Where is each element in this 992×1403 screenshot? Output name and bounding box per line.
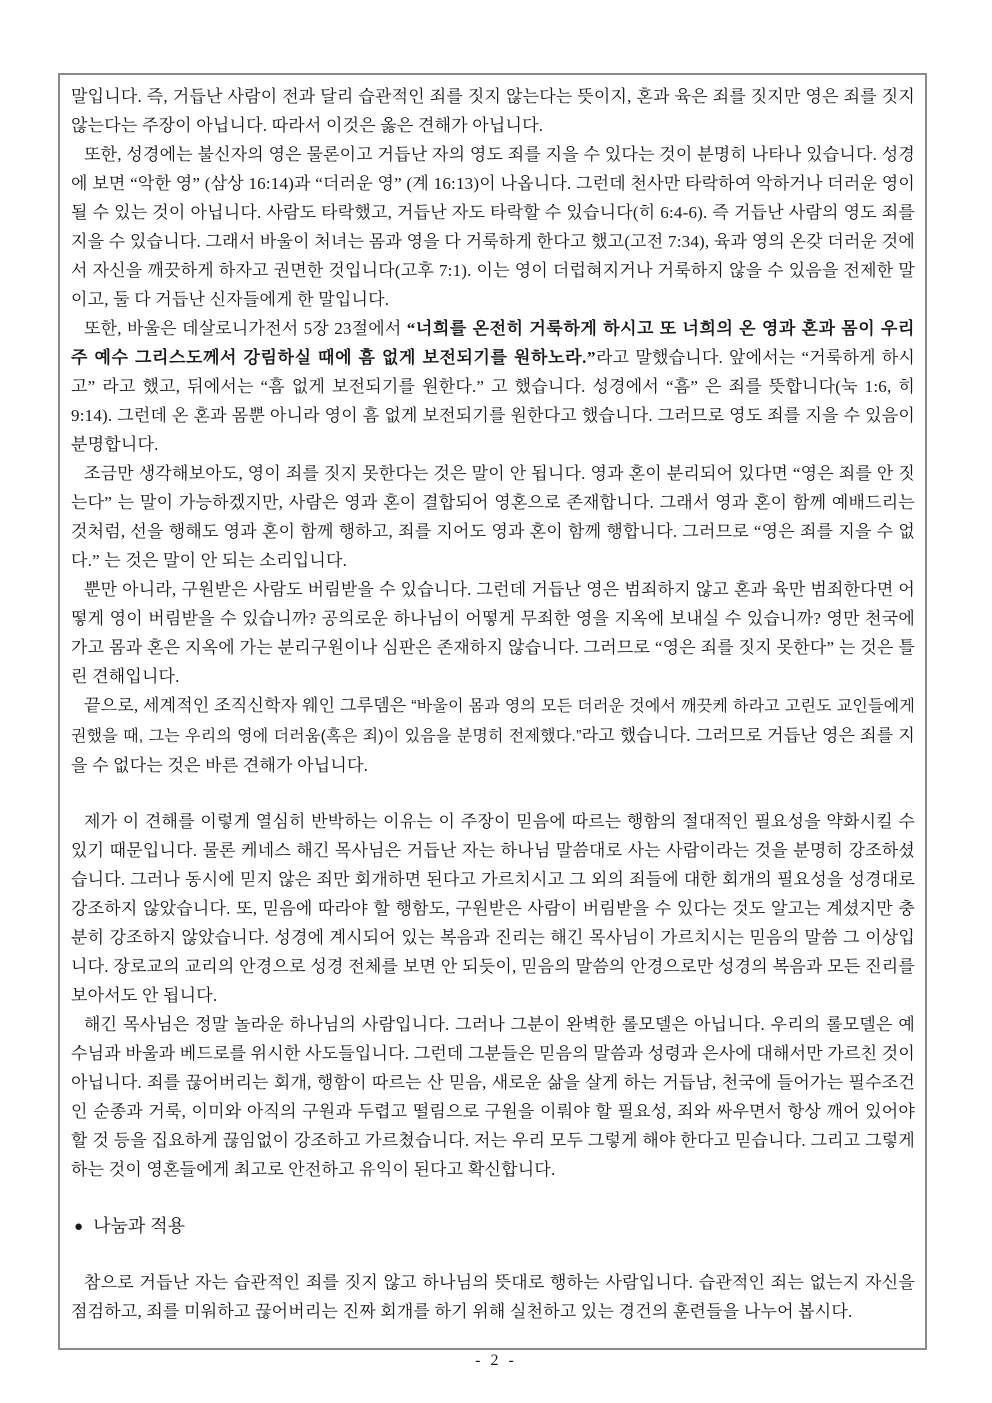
bullet-icon: ● [74, 1218, 84, 1235]
body-text: 라고 말했습니다. 앞에서는 “거룩하게 하시고” 라고 했고, 뒤에서는 “흠 없게 보전되기를 원한다.” 고 했습니다. 성경에서 “흠” 은 죄를 뜻합니다(눅 1:6, 히 9:14). 그런데 온 혼과 몸뿐 아니라 영이 흠 없게 보전되기를 원한다고 했습니다. 그러므로 영도 죄를 지을 수 있음이 분명합니다. [71, 348, 915, 454]
body-text: 끝으로, 세계적인 조직신학자 웨인 그루뎀은 [84, 696, 412, 715]
body-text: 해긴 목사님은 정말 놀라운 하나님의 사람입니다. 그러나 그분이 완벽한 롤모델은 아닙니다. 우리의 롤모델은 예수님과 바울과 베드로를 위시한 사도들입니다. 그런데 그분들은 믿음의 말씀과 성령과 은사에 대해서만 가르친 것이 아닙니다. 죄를 끊어버리는 회개, 행함이 따르는 산 믿음, 새로운 삶을 살게 하는 거듭남, 천국에 들어가는 필수조건인 순종과 거룩, 이미와 아직의 구원과 두렵고 떨림으로 구원을 이뤄야 할 필요성, 죄와 싸우면서 항상 깨어 있어야 할 것 등을 집요하게 끊임없이 강조하고 가르쳤습니다. 저는 우리 모두 그렇게 해야 한다고 믿습니다. 그리고 그렇게 하는 것이 영혼들에게 최고로 안전하고 유익이 된다고 확신합니다. [71, 1015, 915, 1179]
body-text: 뿐만 아니라, 구원받은 사람도 버림받을 수 있습니다. 그런데 거듭난 영은 범죄하지 않고 혼과 육만 범죄한다면 어떻게 영이 버림받을 수 있습니까? 공의로운 하나님이 어떻게 무죄한 영을 지옥에 보내실 수 있습니까? 영만 천국에 가고 몸과 혼은 지옥에 가는 분리구원이나 심판은 존재하지 않습니다. 그러므로 “영은 죄를 짓지 못한다” 는 것은 틀린 견해입니다. [71, 580, 915, 686]
paragraph [71, 314, 915, 459]
paragraph [71, 575, 915, 691]
document-border [58, 73, 927, 1350]
document-body [71, 82, 915, 1326]
paragraph [71, 82, 915, 140]
body-text: 라고 했습니다. 그러므로 거듭난 영은 죄를 지을 수 없다는 것은 바른 견해가 아닙니다. [71, 726, 915, 775]
body-text: 또한, 성경에는 불신자의 영은 물론이고 거듭난 자의 영도 죄를 지을 수 있다는 것이 분명히 나타나 있습니다. 성경에 보면 “악한 영” (삼상 16:14)과 “더러운 영” (계 16:13)이 나옵니다. 그런데 천사만 타락하여 악하거나 더러운 영이 될 수 있는 것이 아닙니다. 사람도 타락했고, 거듭난 자도 타락할 수 있습니다(히 6:4-6). 즉 거듭난 사람의 영도 죄를 지을 수 있습니다. 그래서 바울이 처녀는 몸과 영을 다 거룩하게 한다고 했고(고전 7:34), 육과 영의 온갖 더러운 것에서 자신을 깨끗하게 하자고 권면한 것입니다(고후 7:1). 이는 영이 더럽혀지거나 거룩하지 않을 수 있음을 전제한 말이고, 둘 다 거듭난 신자들에게 한 말입니다. [71, 145, 915, 309]
body-text: 또한, 바울은 데살로니가전서 5장 23절에서 [84, 319, 407, 338]
paragraph [71, 807, 915, 1010]
section-heading [71, 1212, 915, 1241]
page-number: - 2 - [475, 1352, 517, 1369]
section-heading-label: 나눔과 적용 [93, 1216, 186, 1236]
scripture-quote: “너희를 온전히 거룩하게 하시고 또 너희의 온 영과 혼과 몸이 우리 주 예수 그리스도께서 강림하실 때에 흠 없게 보전되기를 원하노라.” [71, 319, 915, 367]
theologian-quote: “바울이 몸과 영의 모든 더러운 것에서 깨끗케 하라고 고린도 교인들에게 권했을 때, 그는 우리의 영에 더러움(혹은 죄)이 있음을 분명히 전제했다.” [71, 698, 915, 745]
body-text: 조금만 생각해보아도, 영이 죄를 짓지 못한다는 것은 말이 안 됩니다. 영과 혼이 분리되어 있다면 “영은 죄를 안 짓는다” 는 말이 가능하겠지만, 사람은 영과 혼이 결합되어 영혼으로 존재합니다. 그래서 영과 혼이 함께 예배드리는 것처럼, 선을 행해도 영과 혼이 함께 행하고, 죄를 지어도 영과 혼이 함께 행합니다. 그러므로 “영은 죄를 지을 수 없다.” 는 것은 말이 안 되는 소리입니다. [71, 464, 915, 570]
paragraph [71, 691, 915, 780]
paragraph [71, 459, 915, 575]
body-text: 제가 이 견해를 이렇게 열심히 반박하는 이유는 이 주장이 믿음에 따르는 행함의 절대적인 필요성을 약화시킬 수 있기 때문입니다. 물론 케네스 해긴 목사님은 거듭난 자는 하나님 말씀대로 사는 사람이라는 것을 분명히 강조하셨습니다. 그러나 동시에 믿지 않은 죄만 회개하면 된다고 가르치시고 그 외의 죄들에 대한 회개의 필요성을 성경대로 강조하지 않았습니다. 또, 믿음에 따라야 할 행함도, 구원받은 사람이 버림받을 수 있다는 것도 알고는 계셨지만 충분히 강조하지 않았습니다. 성경에 계시되어 있는 복음과 진리는 해긴 목사님이 가르치시는 믿음의 말씀 그 이상입니다. 장로교의 교리의 안경으로 성경 전체를 보면 안 되듯이, 믿음의 말씀의 안경으로만 성경의 복음과 모든 진리를 보아서도 안 됩니다. [71, 812, 915, 1005]
paragraph [71, 1268, 915, 1326]
paragraph [71, 1010, 915, 1184]
body-text: 참으로 거듭난 자는 습관적인 죄를 짓지 않고 하나님의 뜻대로 행하는 사람입니다. 습관적인 죄는 없는지 자신을 점검하고, 죄를 미워하고 끊어버리는 진짜 회개를 하기 위해 실천하고 있는 경건의 훈련들을 나누어 봅시다. [71, 1273, 915, 1321]
paragraph [71, 140, 915, 314]
body-text: 말입니다. 즉, 거듭난 사람이 전과 달리 습관적인 죄를 짓지 않는다는 뜻이지, 혼과 육은 죄를 짓지만 영은 죄를 짓지 않는다는 주장이 아닙니다. 따라서 이것은 옳은 견해가 아닙니다. [71, 87, 915, 135]
